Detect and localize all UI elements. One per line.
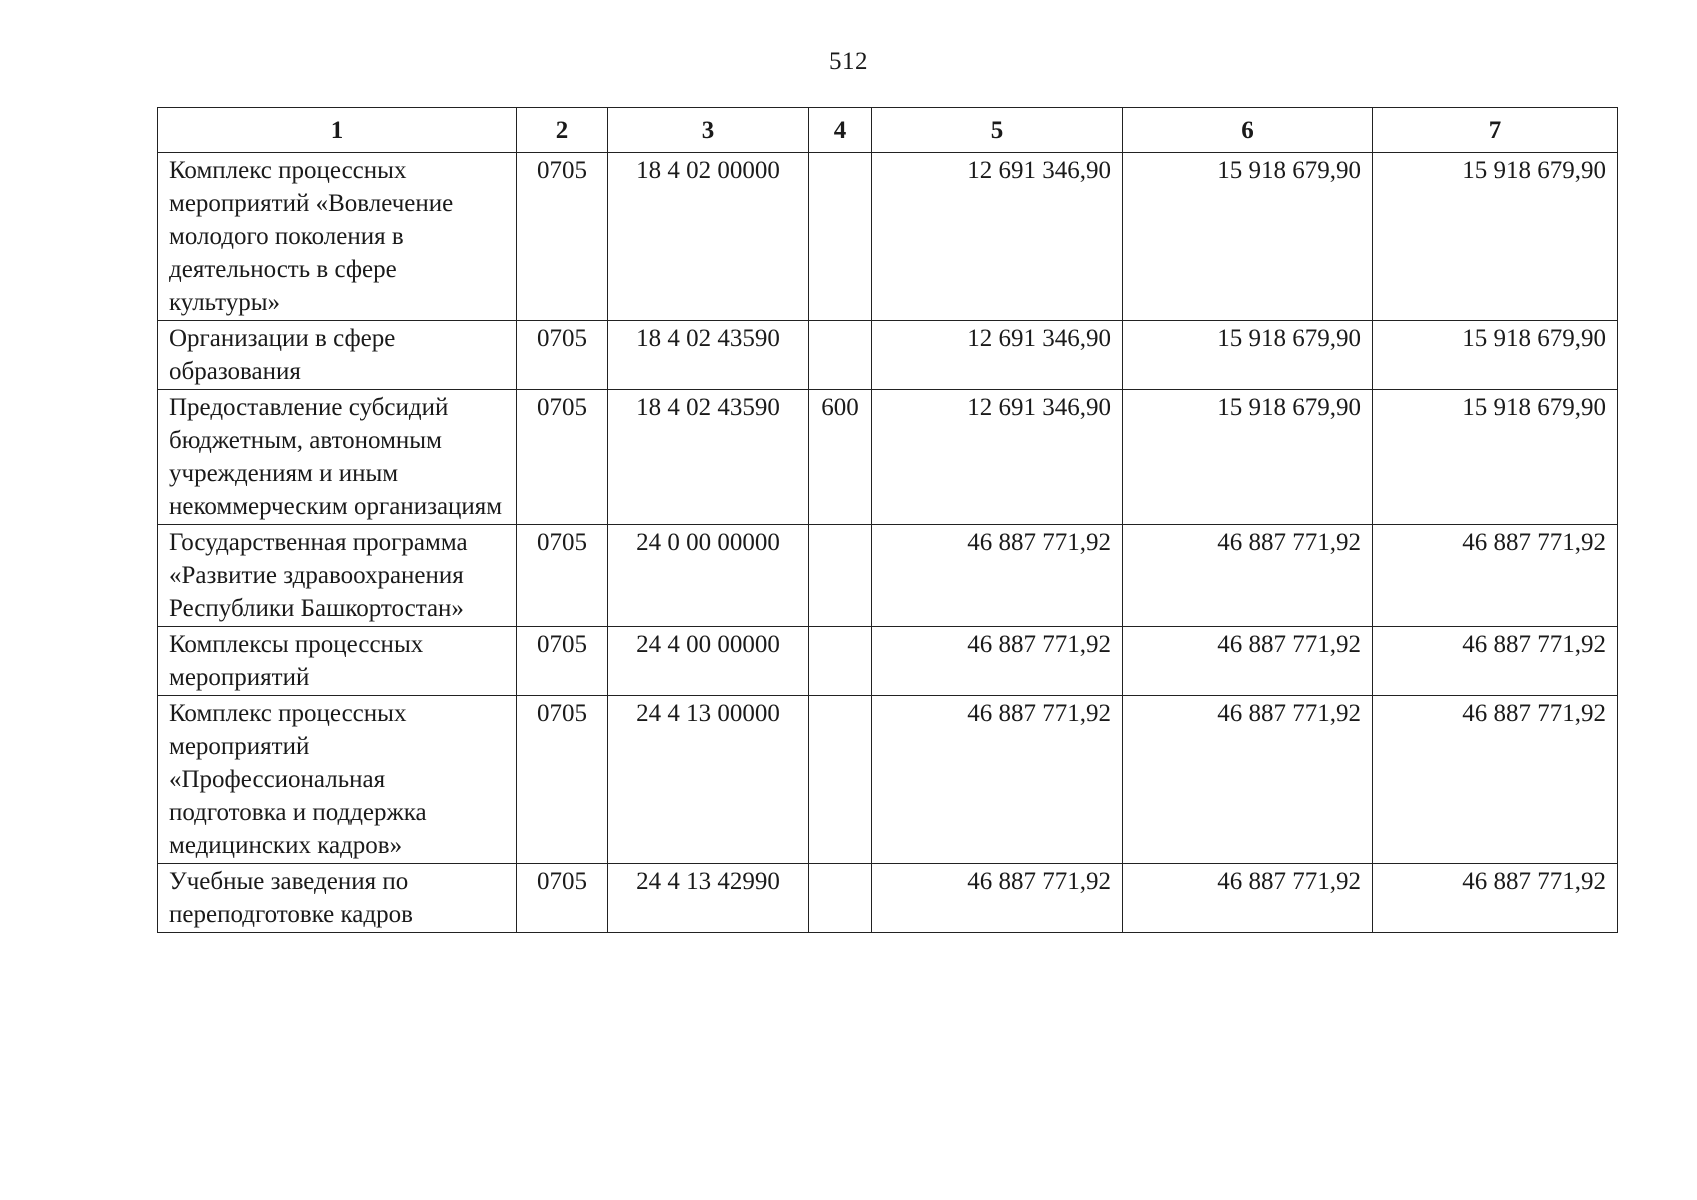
- row-amount-col6: 15 918 679,90: [1123, 153, 1373, 321]
- row-amount-col5: 12 691 346,90: [872, 390, 1123, 525]
- row-expense-code: [809, 153, 872, 321]
- row-amount-col6: 46 887 771,92: [1123, 627, 1373, 696]
- row-amount-col5: 46 887 771,92: [872, 525, 1123, 627]
- row-expense-code: 600: [809, 390, 872, 525]
- row-amount-col5: 12 691 346,90: [872, 321, 1123, 390]
- row-target-code: 18 4 02 00000: [608, 153, 809, 321]
- header-col-5: 5: [872, 108, 1123, 153]
- row-expense-code: [809, 696, 872, 864]
- row-section-code: 0705: [517, 153, 608, 321]
- row-expense-code: [809, 864, 872, 933]
- table-row: [158, 864, 1618, 933]
- row-amount-col5: 46 887 771,92: [872, 864, 1123, 933]
- header-col-2: 2: [517, 108, 608, 153]
- table-body: [158, 153, 1618, 933]
- row-amount-col6: 46 887 771,92: [1123, 864, 1373, 933]
- table-row: [158, 525, 1618, 627]
- row-target-code: 24 4 13 00000: [608, 696, 809, 864]
- row-target-code: 24 4 00 00000: [608, 627, 809, 696]
- row-amount-col6: 46 887 771,92: [1123, 525, 1373, 627]
- table-row: [158, 696, 1618, 864]
- table-row: [158, 390, 1618, 525]
- row-amount-col7: 46 887 771,92: [1373, 696, 1618, 864]
- row-section-code: 0705: [517, 390, 608, 525]
- row-expense-code: [809, 321, 872, 390]
- row-amount-col6: 15 918 679,90: [1123, 321, 1373, 390]
- row-section-code: 0705: [517, 696, 608, 864]
- row-name: Предоставление субсидий бюджетным, автономным учреждениям и иным некоммерческим организациям: [158, 390, 517, 525]
- row-amount-col7: 15 918 679,90: [1373, 153, 1618, 321]
- header-col-4: 4: [809, 108, 872, 153]
- row-section-code: 0705: [517, 525, 608, 627]
- row-amount-col7: 46 887 771,92: [1373, 627, 1618, 696]
- header-row: [158, 108, 1618, 153]
- row-amount-col5: 46 887 771,92: [872, 696, 1123, 864]
- page-number: 512: [829, 48, 868, 75]
- table-row: [158, 627, 1618, 696]
- row-amount-col7: 15 918 679,90: [1373, 390, 1618, 525]
- budget-table: [157, 107, 1618, 933]
- header-col-3: 3: [608, 108, 809, 153]
- row-amount-col5: 46 887 771,92: [872, 627, 1123, 696]
- row-amount-col7: 46 887 771,92: [1373, 525, 1618, 627]
- table-row: [158, 321, 1618, 390]
- row-section-code: 0705: [517, 864, 608, 933]
- row-amount-col5: 12 691 346,90: [872, 153, 1123, 321]
- row-name: Комплекс процессных мероприятий «Профессиональная подготовка и поддержка медицинских кадров»: [158, 696, 517, 864]
- row-target-code: 24 4 13 42990: [608, 864, 809, 933]
- row-amount-col7: 15 918 679,90: [1373, 321, 1618, 390]
- header-col-7: 7: [1373, 108, 1618, 153]
- row-amount-col7: 46 887 771,92: [1373, 864, 1618, 933]
- row-name: Организации в сфере образования: [158, 321, 517, 390]
- row-target-code: 18 4 02 43590: [608, 390, 809, 525]
- row-target-code: 18 4 02 43590: [608, 321, 809, 390]
- row-section-code: 0705: [517, 627, 608, 696]
- table-row: [158, 153, 1618, 321]
- row-expense-code: [809, 627, 872, 696]
- row-name: Учебные заведения по переподготовке кадров: [158, 864, 517, 933]
- row-expense-code: [809, 525, 872, 627]
- row-name: Комплексы процессных мероприятий: [158, 627, 517, 696]
- header-col-1: 1: [158, 108, 517, 153]
- header-col-6: 6: [1123, 108, 1373, 153]
- row-amount-col6: 46 887 771,92: [1123, 696, 1373, 864]
- row-target-code: 24 0 00 00000: [608, 525, 809, 627]
- row-amount-col6: 15 918 679,90: [1123, 390, 1373, 525]
- row-section-code: 0705: [517, 321, 608, 390]
- row-name: Государственная программа «Развитие здравоохранения Республики Башкортостан»: [158, 525, 517, 627]
- table-header: [158, 108, 1618, 153]
- row-name: Комплекс процессных мероприятий «Вовлечение молодого поколения в деятельность в сфере культуры»: [158, 153, 517, 321]
